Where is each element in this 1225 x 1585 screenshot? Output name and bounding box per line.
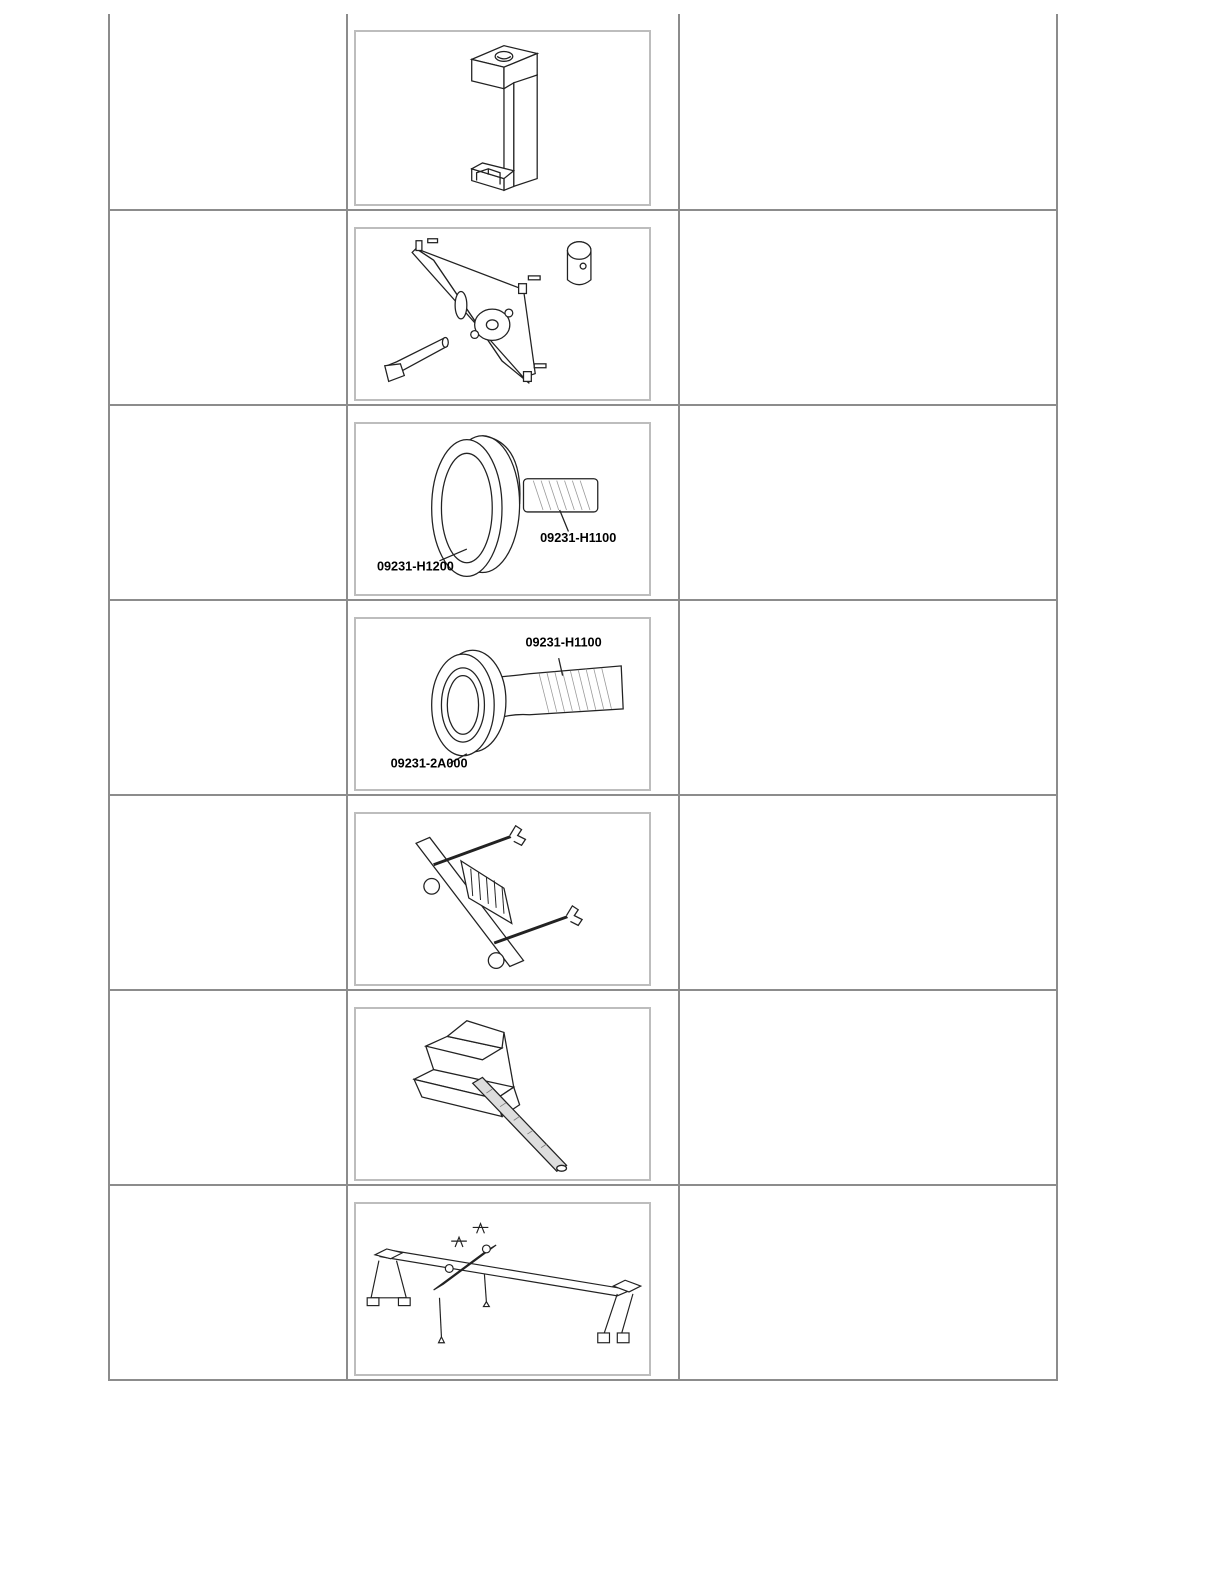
tool-name-cell	[109, 14, 347, 210]
part-number-callout: 09231-H1100	[525, 635, 602, 650]
part-number-callout: 09231-H1100	[540, 531, 617, 546]
tool-description-cell	[679, 405, 1057, 600]
table-row	[109, 600, 1057, 795]
tool-illustration-frame	[354, 1007, 651, 1181]
tool-name-cell	[109, 1185, 347, 1380]
triangular-holder-plate-set-illustration	[356, 229, 649, 399]
tool-name-cell	[109, 795, 347, 990]
tool-description-cell	[679, 600, 1057, 795]
part-number-callout: 09231-2A000	[390, 756, 468, 771]
tool-illustration-frame	[354, 422, 651, 596]
tool-description-cell	[679, 1185, 1057, 1380]
tool-description-cell	[679, 14, 1057, 210]
tool-image-cell	[347, 600, 679, 795]
tool-description-cell	[679, 210, 1057, 405]
tool-name-cell	[109, 210, 347, 405]
tool-image-cell	[347, 795, 679, 990]
tool-image-cell	[347, 405, 679, 600]
tool-illustration-frame	[354, 1202, 651, 1376]
tool-name-cell	[109, 600, 347, 795]
tool-illustration-frame	[354, 617, 651, 791]
compressor-frame-with-screws-illustration	[356, 814, 649, 984]
engine-support-fixture-illustration	[356, 1204, 649, 1374]
tool-description-cell	[679, 990, 1057, 1185]
table-row	[109, 795, 1057, 990]
tool-image-cell	[347, 210, 679, 405]
bearing-installer-with-bar-illustration	[356, 619, 649, 789]
tool-name-cell	[109, 405, 347, 600]
wedge-block-with-handle-illustration	[356, 1009, 649, 1179]
special-tools-table	[108, 14, 1058, 1381]
c-shaped-puller-block-illustration	[356, 32, 649, 204]
table-row	[109, 1185, 1057, 1380]
table-row	[109, 405, 1057, 600]
tool-illustration-frame	[354, 30, 651, 206]
part-number-callout: 09231-H1200	[376, 559, 454, 574]
table-row	[109, 210, 1057, 405]
tool-name-cell	[109, 990, 347, 1185]
tool-image-cell	[347, 14, 679, 210]
tool-image-cell	[347, 1185, 679, 1380]
table-row	[109, 14, 1057, 210]
tool-illustration-frame	[354, 812, 651, 986]
table-row	[109, 990, 1057, 1185]
ring-installer-with-bar-illustration	[356, 424, 649, 594]
tool-image-cell	[347, 990, 679, 1185]
tool-description-cell	[679, 795, 1057, 990]
tool-illustration-frame	[354, 227, 651, 401]
